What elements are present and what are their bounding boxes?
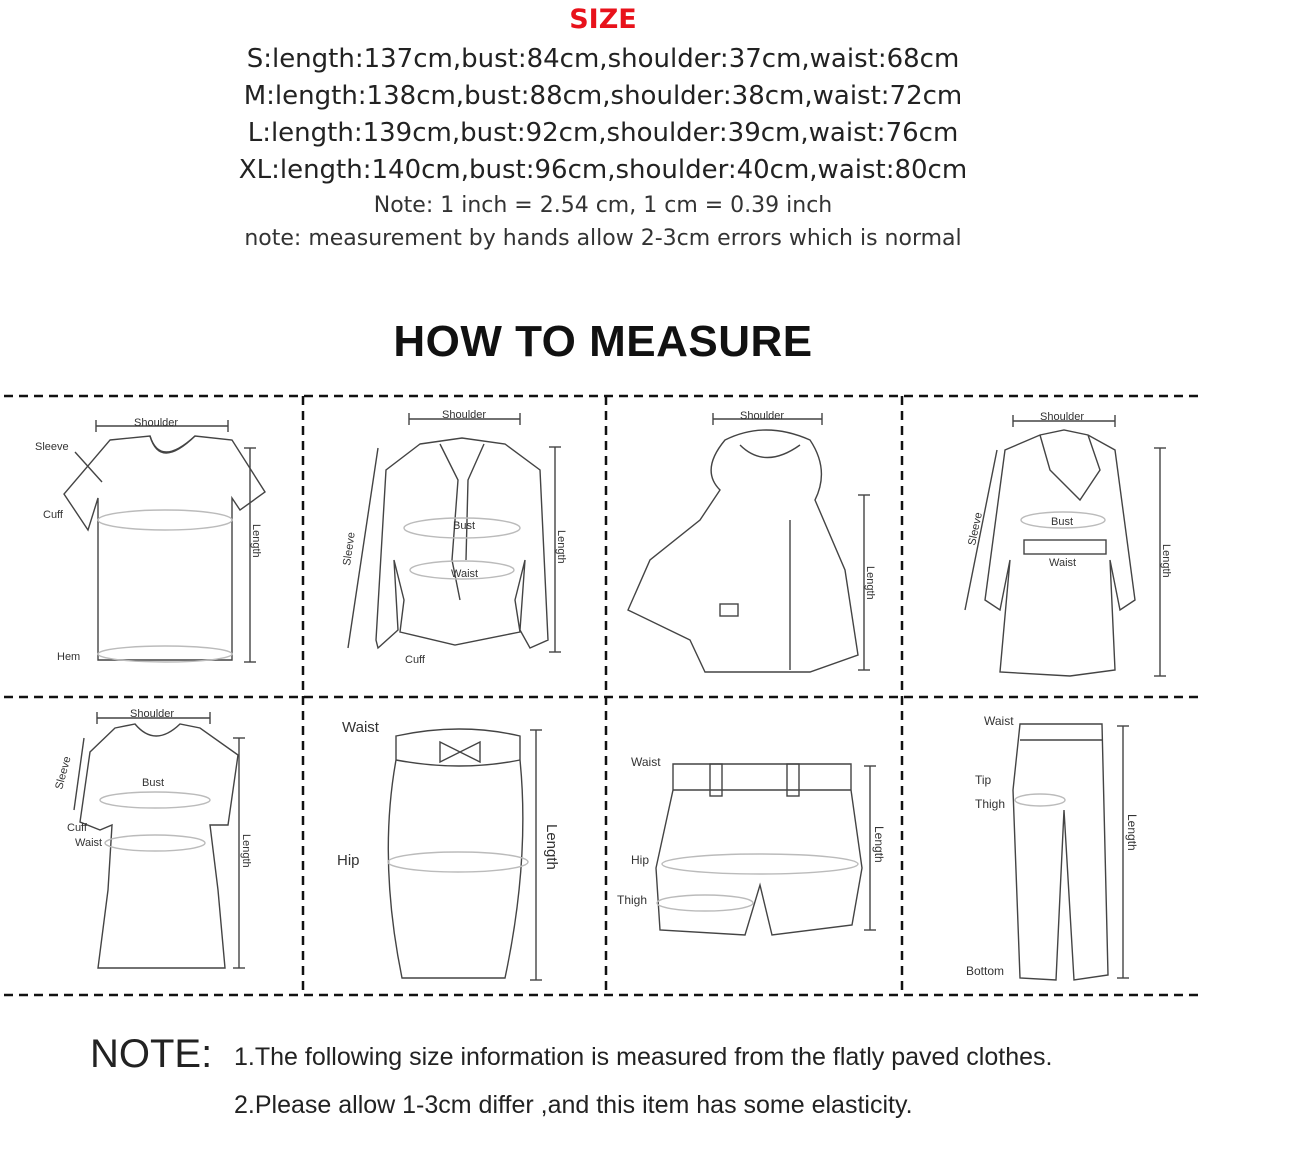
size-line-xl: XL:length:140cm,bust:96cm,shoulder:40cm,waist:80cm <box>238 155 968 185</box>
label-dress-waist: Waist <box>75 837 103 849</box>
label-blazer-bust: Bust <box>453 520 476 532</box>
label-trousers-tip: Tip <box>975 773 992 787</box>
label-tshirt-sleeve: Sleeve <box>35 441 69 453</box>
size-note-errors: note: measurement by hands allow 2-3cm errors which is normal <box>244 226 962 251</box>
size-chart <box>0 0 1206 255</box>
label-dress-length: Length <box>240 834 252 868</box>
label-shorts-waist: Waist <box>631 755 661 769</box>
label-tshirt-cuff: Cuff <box>43 509 63 521</box>
label-cape-shoulder: Shoulder <box>740 410 785 422</box>
panel-trench <box>965 415 1166 676</box>
panel-dress <box>74 712 245 968</box>
label-tshirt-hem: Hem <box>57 651 81 663</box>
tshirt-outline <box>64 436 265 660</box>
label-blazer-sleeve: Sleeve <box>341 531 358 567</box>
label-dress-sleeve: Sleeve <box>53 755 74 791</box>
how-to-measure-title: HOW TO MEASURE <box>393 317 813 366</box>
label-tshirt-shoulder: Shoulder <box>134 417 179 429</box>
label-trench-shoulder: Shoulder <box>1040 411 1085 423</box>
label-tshirt-length: Length <box>250 524 262 558</box>
panel-tshirt <box>64 420 265 662</box>
label-skirt-waist: Waist <box>342 719 379 736</box>
label-blazer-cuff: Cuff <box>405 654 425 666</box>
note-item-1: 1.The following size information is measured from the flatly paved clothes. <box>234 1043 1053 1071</box>
label-dress-bust: Bust <box>142 777 165 789</box>
label-dress-shoulder: Shoulder <box>130 708 175 720</box>
size-line-l: L:length:139cm,bust:92cm,shoulder:39cm,waist:76cm <box>247 118 959 148</box>
label-skirt-hip: Hip <box>337 852 360 869</box>
size-line-m: M:length:138cm,bust:88cm,shoulder:38cm,waist:72cm <box>243 81 963 111</box>
label-trench-bust: Bust <box>1051 516 1074 528</box>
label-trousers-thigh: Thigh <box>975 797 1006 811</box>
note-label: NOTE: <box>90 1032 213 1076</box>
panel-blazer <box>348 413 561 652</box>
cape-outline <box>628 430 858 672</box>
label-blazer-shoulder: Shoulder <box>442 409 487 421</box>
label-shorts-length: Length <box>872 826 886 863</box>
dress-outline <box>80 724 238 968</box>
size-line-s: S:length:137cm,bust:84cm,shoulder:37cm,waist:68cm <box>246 44 960 74</box>
size-note-conversion: Note: 1 inch = 2.54 cm, 1 cm = 0.39 inch <box>373 193 833 218</box>
label-trousers-waist: Waist <box>984 714 1014 728</box>
trench-outline <box>985 430 1135 676</box>
size-title: SIZE <box>569 4 637 35</box>
label-dress-cuff: Cuff <box>67 822 87 834</box>
label-trench-length: Length <box>1160 544 1172 578</box>
shorts-outline <box>656 764 862 935</box>
panel-skirt <box>388 729 542 980</box>
skirt-outline <box>388 729 523 978</box>
label-shorts-hip: Hip <box>631 853 650 867</box>
panel-shorts <box>656 764 876 935</box>
label-trousers-length: Length <box>1125 814 1139 851</box>
label-skirt-length: Length <box>543 824 560 870</box>
trousers-outline <box>1013 724 1108 980</box>
grid-lines <box>4 396 1204 995</box>
size-lines <box>0 41 1206 255</box>
label-trousers-bottom: Bottom <box>966 964 1005 978</box>
label-cape-length: Length <box>864 566 876 600</box>
label-trench-sleeve: Sleeve <box>966 511 985 547</box>
label-shorts-thigh: Thigh <box>617 893 648 907</box>
panel-trousers <box>1013 724 1129 980</box>
note-item-2: 2.Please allow 1-3cm differ ,and this item has some elasticity. <box>234 1091 913 1119</box>
label-blazer-length: Length <box>555 530 567 564</box>
label-blazer-waist: Waist <box>451 568 479 580</box>
panel-cape <box>628 413 870 672</box>
label-trench-waist: Waist <box>1049 557 1077 569</box>
blazer-outline <box>376 438 548 648</box>
